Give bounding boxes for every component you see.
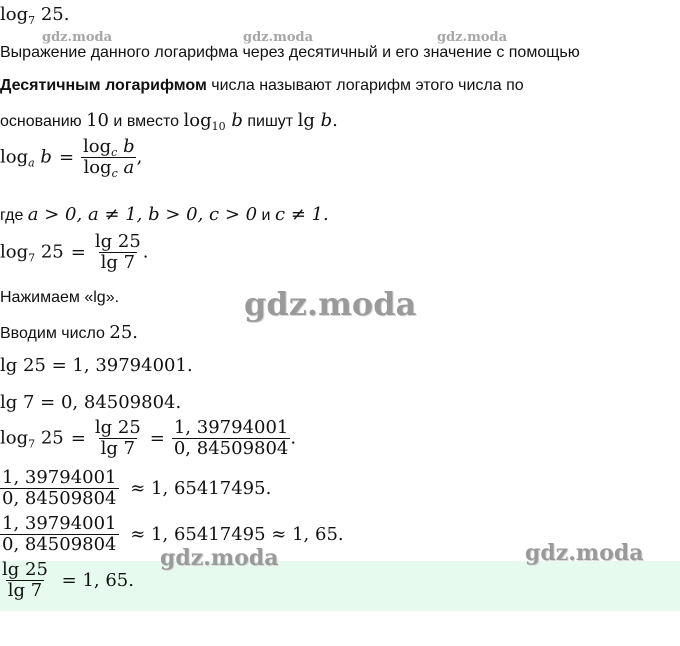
change-of-base-formula: $\log_a b$ = $\frac{\log_c b}{\log_c a}$ , <box>0 136 143 180</box>
title-expression: $\log_7 25$. <box>0 4 70 27</box>
watermark: gdz.moda <box>437 30 508 45</box>
press-lg-text: Нажимаем «lg». <box>0 289 120 306</box>
definition-line-2: основанию 10 и вместо $\log_{10} b$ пишут lg b. <box>0 110 338 133</box>
watermark-large: gdz.moda <box>525 540 644 566</box>
watermark: gdz.moda <box>243 30 314 45</box>
intro-text: Выражение данного логарифма через десятичный и его значение с помощью <box>0 44 580 61</box>
lg7-value: lg 7 = 0, 84509804. <box>0 392 182 413</box>
watermark-large: gdz.moda <box>160 545 279 571</box>
conditions-line: где a > 0, a ≠ 1, b > 0, c > 0 и c ≠ 1. <box>0 204 329 225</box>
definition-line: Десятичным логарифмом числа называют логарифм этого числа по <box>0 77 524 94</box>
division-result: $\frac{1, 39794001}{0, 84509804}$ ≈ 1, 65417495. <box>2 467 272 509</box>
watermark-large: gdz.moda <box>244 285 417 323</box>
watermark: gdz.moda <box>42 30 113 45</box>
definition-term: Десятичным логарифмом <box>0 77 207 94</box>
final-answer: $\frac{\lg 25}{\lg 7}$ = 1, 65. <box>2 559 134 601</box>
log7-computation: $\log_7 25$ = $\frac{\lg 25}{\lg 7}$ = $\frac{1, 39794001}{0, 84509804}$ . <box>0 417 297 459</box>
rounded-result: $\frac{1, 39794001}{0, 84509804}$ ≈ 1, 65417495 ≈ 1, 65. <box>2 513 344 555</box>
lg25-value: lg 25 = 1, 39794001. <box>0 355 193 376</box>
enter-number-text: Вводим число 25. <box>0 322 139 343</box>
log7-formula: $\log_7 25$ = $\frac{\lg 25}{\lg 7}$ . <box>0 231 149 273</box>
